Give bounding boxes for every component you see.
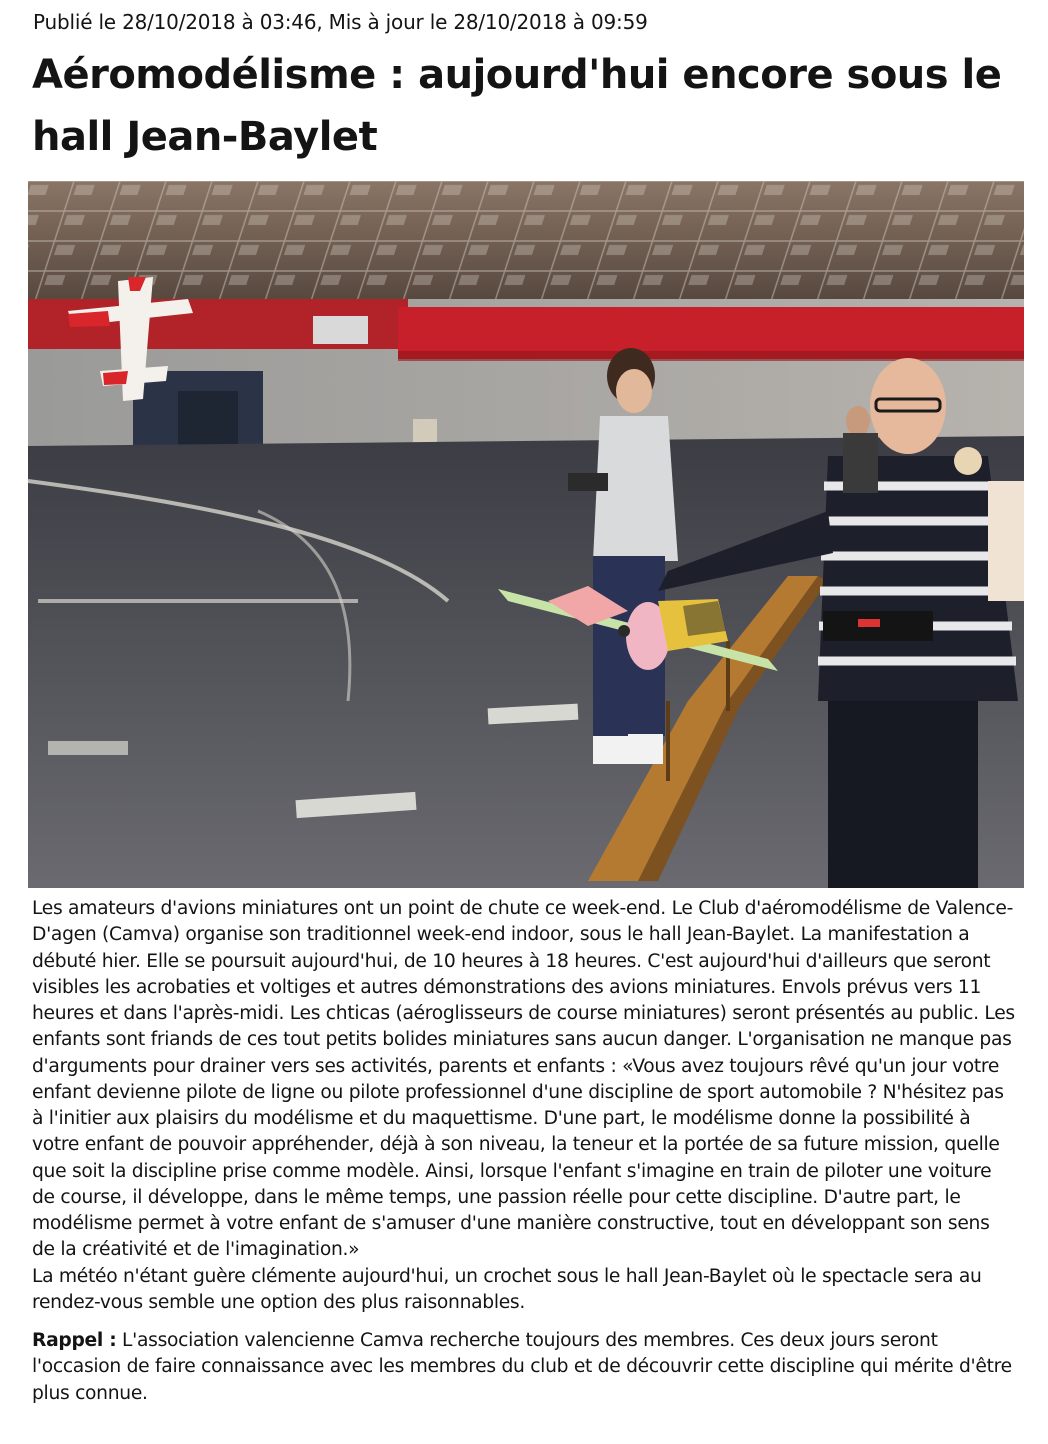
body-line: heures et dans l'après-midi. Les chticas (aéroglisseurs de course miniatures) seront présentés au public. Les — [32, 1003, 1015, 1024]
rappel-line: plus connue. — [32, 1382, 148, 1404]
article-photo — [28, 181, 1024, 888]
article-paragraph — [32, 896, 1038, 1316]
body-line: que soit la discipline prise comme modèle. Ainsi, lorsque l'enfant s'imagine en train de piloter une voiture — [32, 1160, 992, 1182]
body-line: débuté hier. Elle se poursuit aujourd'hui, de 10 heures à 18 heures. C'est aujourd'hui d'ailleurs que seront — [32, 950, 991, 972]
rappel-text: L'association valencienne Camva recherche toujours des membres. Ces deux jours seront — [116, 1330, 938, 1351]
body-line: visibles les acrobaties et voltiges et autres démonstrations des avions miniatures. Envols prévus vers 11 — [32, 976, 982, 998]
body-line: Les amateurs d'avions miniatures ont un point de chute ce week-end. Le Club d'aéromodélisme de Valence- — [32, 898, 1014, 919]
body-line: à l'initier aux plaisirs du modélisme et du maquettisme. D'une part, le modélisme donne la possibilité à — [32, 1108, 971, 1129]
rappel-line: l'occasion de faire connaissance avec les membres du club et de découvrir cette discipline qui mérite d'être — [32, 1356, 1012, 1378]
article-body — [32, 896, 1038, 1407]
rappel-first-line — [32, 1328, 1038, 1354]
article-title-line: Aéromodélisme : aujourd'hui encore sous le — [32, 52, 1002, 98]
body-line: de course, il développe, dans le même temps, une passion réelle pour cette discipline. D'autre part, le — [32, 1186, 961, 1208]
rappel-paragraph — [32, 1328, 1038, 1407]
body-line: votre enfant de pouvoir appréhender, déjà à son niveau, la teneur et la portée de sa future mission, quelle — [32, 1134, 1000, 1156]
body-line: enfant devienne pilote de ligne ou pilote professionnel d'une discipline de sport automobile ? N'hésitez pas — [32, 1081, 1004, 1103]
publication-date: Publié le 28/10/2018 à 03:46, Mis à jour le 28/10/2018 à 09:59 — [33, 10, 648, 34]
body-line: d'arguments pour drainer vers ses activités, parents et enfants : «Vous avez toujours rêvé qu'un jour votre — [32, 1055, 1000, 1077]
body-line: modélisme permet à votre enfant de s'amuser d'une manière constructive, tout en développant son sens — [32, 1213, 990, 1234]
body-line: La météo n'étant guère clémente aujourd'hui, un crochet sous le hall Jean-Baylet où le spectacle sera au — [32, 1265, 982, 1287]
rappel-label: Rappel : — [32, 1330, 117, 1351]
article-title — [32, 44, 1022, 168]
body-line: D'agen (Camva) organise son traditionnel week-end indoor, sous le hall Jean-Baylet. La manifestation a — [32, 924, 970, 946]
article-title-line: hall Jean-Baylet — [32, 114, 378, 160]
body-line: enfants sont friands de ces tout petits bolides miniatures sans aucun danger. L'organisation ne manque pas — [32, 1029, 1012, 1051]
body-line: rendez-vous semble une option des plus raisonnables. — [32, 1291, 525, 1313]
body-line: de la créativité et de l'imagination.» — [32, 1239, 360, 1261]
